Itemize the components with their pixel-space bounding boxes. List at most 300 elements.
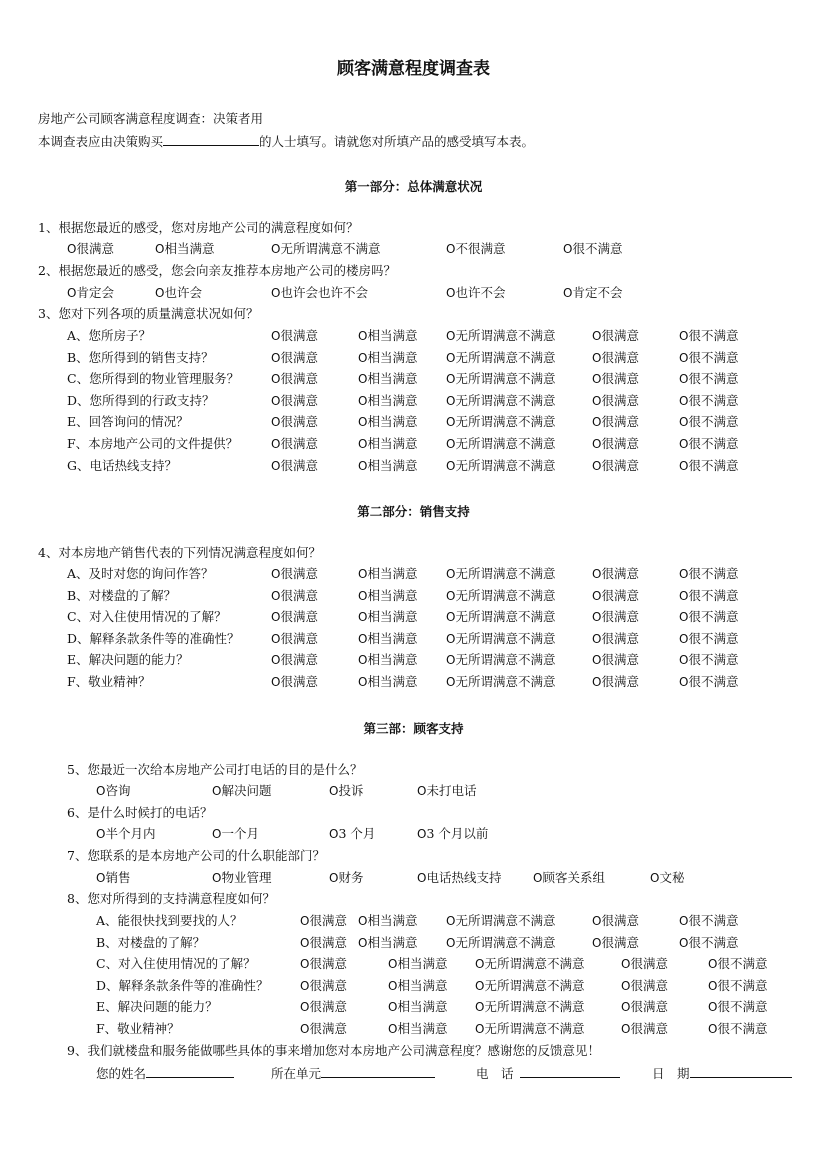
radio-circle-icon: O [446, 675, 456, 689]
radio-circle-icon: O [592, 393, 602, 408]
option-radio[interactable] [358, 350, 417, 366]
phone-input[interactable] [520, 1065, 620, 1078]
radio-circle-icon: O [533, 871, 543, 885]
item-label: D、解释条款条件等的准确性？ [96, 977, 269, 993]
option-label: 无所谓满意不满意 [455, 674, 556, 689]
radio-circle-icon: O [300, 1022, 310, 1036]
option-radio[interactable] [592, 414, 639, 430]
option-label: 无所谓满意不满意 [455, 566, 556, 581]
option-radio[interactable] [300, 999, 347, 1015]
radio-circle-icon: O [592, 372, 602, 387]
option-radio[interactable] [679, 414, 738, 430]
radio-circle-icon: O [446, 393, 456, 408]
option-label: 很满意 [601, 652, 639, 668]
radio-circle-icon: O [446, 286, 456, 300]
option-label: 无所谓满意不满意 [455, 652, 556, 668]
option-radio[interactable] [417, 826, 488, 842]
option-label: 解决问题 [221, 783, 272, 798]
option-radio[interactable] [475, 978, 584, 994]
option-radio[interactable] [446, 285, 505, 301]
option-radio[interactable] [417, 870, 501, 886]
radio-circle-icon: O [679, 675, 689, 689]
option-label: 很满意 [601, 609, 639, 625]
unit-input[interactable] [321, 1065, 435, 1078]
radio-circle-icon: O [592, 588, 602, 603]
option-label: 相当满意 [367, 934, 418, 950]
radio-circle-icon: O [67, 242, 77, 256]
option-radio[interactable] [271, 393, 318, 409]
radio-circle-icon: O [592, 675, 602, 689]
radio-circle-icon: O [679, 329, 689, 343]
option-radio[interactable] [475, 956, 584, 972]
option-radio[interactable] [679, 393, 738, 409]
option-radio[interactable] [679, 350, 738, 366]
radio-circle-icon: O [271, 350, 281, 365]
option-radio[interactable] [300, 935, 347, 951]
radio-circle-icon: O [300, 935, 310, 950]
option-radio[interactable] [358, 328, 417, 344]
option-radio[interactable] [358, 588, 417, 604]
option-radio[interactable] [300, 913, 347, 929]
option-label: 很不满意 [688, 566, 739, 581]
item-label: B、对楼盘的了解？ [96, 934, 206, 950]
option-radio[interactable] [358, 458, 417, 474]
option-label: 很满意 [280, 349, 318, 365]
option-radio[interactable] [679, 935, 738, 951]
option-label: 无所谓满意不满意 [455, 371, 556, 387]
radio-circle-icon: O [271, 675, 281, 689]
radio-circle-icon: O [592, 914, 602, 928]
option-radio[interactable] [446, 631, 555, 647]
q4-text: 4、对本房地产销售代表的下列情况满意程度如何？ [38, 545, 321, 560]
radio-circle-icon: O [358, 631, 368, 646]
option-radio[interactable] [446, 371, 555, 387]
date-field [652, 1065, 792, 1082]
item-label: F、敬业精神？ [67, 674, 151, 689]
radio-circle-icon: O [679, 653, 689, 668]
radio-circle-icon: O [679, 935, 689, 950]
option-radio[interactable] [592, 371, 639, 387]
radio-circle-icon: O [679, 393, 689, 408]
option-radio[interactable] [358, 609, 417, 625]
q2-text: 2、根据您最近的感受，您会向亲友推荐本房地产公司的楼房吗？ [38, 263, 396, 278]
section-1-heading: 第一部分：总体满意状况 [344, 179, 483, 194]
option-radio[interactable] [592, 652, 639, 668]
radio-circle-icon: O [271, 653, 281, 668]
option-radio[interactable] [592, 913, 639, 929]
option-radio[interactable] [271, 436, 318, 452]
option-radio[interactable] [358, 393, 417, 409]
radio-circle-icon: O [300, 957, 310, 972]
option-label: 很满意 [309, 1021, 347, 1036]
option-radio[interactable] [621, 1021, 668, 1037]
radio-circle-icon: O [271, 458, 281, 473]
option-label: 无所谓满意不满意 [455, 457, 556, 473]
option-label: 无所谓满意不满意 [484, 956, 585, 972]
name-label: 您的姓名 [96, 1066, 147, 1081]
option-radio[interactable] [300, 956, 347, 972]
option-radio[interactable] [446, 458, 555, 474]
option-radio[interactable] [388, 999, 447, 1015]
radio-circle-icon: O [679, 350, 689, 365]
option-radio[interactable] [358, 371, 417, 387]
section-2-heading: 第二部分：销售支持 [357, 504, 470, 519]
radio-circle-icon: O [212, 871, 222, 885]
item-label: E、解决问题的能力？ [67, 652, 189, 668]
radio-circle-icon: O [621, 957, 631, 972]
option-radio[interactable] [446, 674, 555, 690]
option-radio[interactable] [271, 350, 318, 366]
option-radio[interactable] [358, 935, 417, 951]
option-label: 相当满意 [367, 371, 418, 387]
radio-circle-icon: O [592, 458, 602, 473]
radio-circle-icon: O [212, 827, 222, 841]
option-label: 相当满意 [397, 1021, 448, 1036]
radio-circle-icon: O [592, 415, 602, 430]
radio-circle-icon: O [592, 567, 602, 581]
option-radio[interactable] [446, 935, 555, 951]
option-radio[interactable] [592, 631, 639, 647]
option-radio[interactable] [592, 393, 639, 409]
radio-circle-icon: O [358, 675, 368, 689]
option-label: 顾客关系组 [542, 870, 605, 885]
option-label: 很满意 [630, 977, 668, 993]
option-radio[interactable] [708, 1021, 767, 1037]
radio-circle-icon: O [446, 914, 456, 928]
option-label: 很满意 [601, 392, 639, 408]
option-label: 很满意 [309, 956, 347, 972]
option-radio[interactable] [708, 978, 767, 994]
option-label: 相当满意 [367, 414, 418, 430]
option-radio[interactable] [446, 652, 555, 668]
option-radio[interactable] [679, 609, 738, 625]
item-label: E、回答询问的情况？ [67, 414, 189, 430]
option-radio[interactable] [212, 783, 271, 799]
option-radio[interactable] [358, 631, 417, 647]
option-radio[interactable] [621, 956, 668, 972]
option-radio[interactable] [708, 999, 767, 1015]
option-radio[interactable] [621, 999, 668, 1015]
option-radio[interactable] [271, 631, 318, 647]
option-radio[interactable] [388, 1021, 447, 1037]
radio-circle-icon: O [708, 1022, 718, 1036]
radio-circle-icon: O [300, 1000, 310, 1015]
option-label: 很满意 [280, 609, 318, 625]
radio-circle-icon: O [563, 242, 573, 256]
option-radio[interactable] [650, 870, 684, 886]
radio-circle-icon: O [650, 871, 660, 885]
item-label: B、您所得到的销售支持？ [67, 349, 214, 365]
option-radio[interactable] [358, 436, 417, 452]
unit-field [271, 1065, 435, 1082]
option-label: 很不满意 [688, 630, 739, 646]
option-radio[interactable] [446, 350, 555, 366]
option-radio[interactable] [446, 328, 555, 344]
option-radio[interactable] [329, 826, 375, 842]
radio-circle-icon: O [592, 437, 602, 451]
radio-circle-icon: O [679, 567, 689, 581]
option-label: 肯定不会 [572, 285, 623, 300]
option-radio[interactable] [300, 1021, 347, 1037]
option-label: 很不满意 [688, 457, 739, 473]
q7-text: 7、您联系的是本房地产公司的什么职能部门？ [67, 848, 325, 863]
option-label: 相当满意 [367, 436, 418, 451]
buyer-blank[interactable] [163, 133, 259, 146]
option-radio[interactable] [679, 652, 738, 668]
option-label: 很满意 [76, 241, 114, 256]
unit-label: 所在单元 [271, 1066, 322, 1081]
radio-circle-icon: O [621, 1000, 631, 1015]
option-label: 无所谓满意不满意 [455, 436, 556, 451]
option-label: 相当满意 [367, 392, 418, 408]
option-radio[interactable] [388, 956, 447, 972]
radio-circle-icon: O [388, 1000, 398, 1015]
option-radio[interactable] [358, 414, 417, 430]
option-radio[interactable] [358, 674, 417, 690]
option-radio[interactable] [67, 241, 114, 257]
option-label: 3 个月以前 [426, 826, 489, 841]
option-label: 很满意 [280, 392, 318, 408]
option-radio[interactable] [271, 285, 368, 301]
option-radio[interactable] [271, 241, 380, 257]
radio-circle-icon: O [358, 329, 368, 343]
option-radio[interactable] [446, 913, 555, 929]
option-radio[interactable] [155, 285, 202, 301]
option-radio[interactable] [96, 783, 130, 799]
date-input[interactable] [690, 1065, 792, 1078]
section-3-heading: 第三部：顾客支持 [363, 721, 464, 736]
option-label: 很满意 [601, 328, 639, 343]
option-radio[interactable] [592, 566, 639, 582]
radio-circle-icon: O [358, 393, 368, 408]
option-radio[interactable] [446, 609, 555, 625]
option-label: 很满意 [601, 371, 639, 387]
option-label: 很满意 [280, 630, 318, 646]
option-label: 财务 [338, 870, 364, 885]
option-label: 很不满意 [717, 977, 768, 993]
radio-circle-icon: O [67, 286, 77, 300]
option-label: 很不满意 [688, 349, 739, 365]
option-label: 投诉 [338, 783, 364, 798]
option-radio[interactable] [563, 241, 622, 257]
radio-circle-icon: O [592, 653, 602, 668]
option-label: 很满意 [601, 436, 639, 451]
radio-circle-icon: O [679, 372, 689, 387]
option-radio[interactable] [358, 913, 417, 929]
option-radio[interactable] [592, 674, 639, 690]
option-radio[interactable] [271, 458, 318, 474]
option-radio[interactable] [271, 414, 318, 430]
radio-circle-icon: O [592, 631, 602, 646]
option-radio[interactable] [271, 588, 318, 604]
radio-circle-icon: O [475, 957, 485, 972]
option-radio[interactable] [679, 631, 738, 647]
option-label: 相当满意 [367, 457, 418, 473]
radio-circle-icon: O [679, 458, 689, 473]
option-radio[interactable] [446, 393, 555, 409]
name-input[interactable] [146, 1065, 234, 1078]
option-label: 无所谓满意不满意 [455, 934, 556, 950]
option-radio[interactable] [446, 436, 555, 452]
option-radio[interactable] [271, 371, 318, 387]
radio-circle-icon: O [358, 458, 368, 473]
option-label: 未打电话 [426, 783, 477, 798]
radio-circle-icon: O [388, 978, 398, 993]
item-label: F、敬业精神？ [96, 1021, 180, 1036]
option-radio[interactable] [96, 870, 130, 886]
q8-text: 8、您对所得到的支持满意程度如何？ [67, 891, 275, 906]
option-radio[interactable] [592, 350, 639, 366]
option-radio[interactable] [446, 588, 555, 604]
item-label: F、本房地产公司的文件提供？ [67, 436, 239, 451]
radio-circle-icon: O [446, 372, 456, 387]
option-label: 肯定会 [76, 285, 114, 300]
option-radio[interactable] [679, 328, 738, 344]
option-label: 很满意 [280, 566, 318, 581]
option-radio[interactable] [329, 870, 363, 886]
option-radio[interactable] [271, 328, 318, 344]
option-radio[interactable] [592, 609, 639, 625]
option-label: 无所谓满意不满意 [455, 913, 556, 928]
option-label: 无所谓满意不满意 [484, 999, 585, 1015]
option-label: 很满意 [630, 956, 668, 972]
option-radio[interactable] [621, 978, 668, 994]
radio-circle-icon: O [271, 437, 281, 451]
q5-text: 5、您最近一次给本房地产公司打电话的目的是什么？ [67, 762, 363, 777]
option-label: 很不满意 [688, 652, 739, 668]
q9-text: 9、我们就楼盘和服务能做哪些具体的事来增加您对本房地产公司满意程度？感谢您的反馈意见！ [67, 1043, 600, 1058]
radio-circle-icon: O [446, 415, 456, 430]
option-radio[interactable] [300, 978, 347, 994]
option-radio[interactable] [563, 285, 622, 301]
intro-line-1: 房地产公司顾客满意程度调查：决策者用 [38, 111, 264, 126]
option-radio[interactable] [679, 674, 738, 690]
option-label: 很不满意 [688, 414, 739, 430]
radio-circle-icon: O [475, 1022, 485, 1036]
option-radio[interactable] [271, 566, 318, 582]
radio-circle-icon: O [271, 286, 281, 300]
option-label: 很满意 [309, 934, 347, 950]
option-label: 相当满意 [397, 999, 448, 1015]
radio-circle-icon: O [446, 588, 456, 603]
option-radio[interactable] [679, 566, 738, 582]
option-radio[interactable] [96, 826, 155, 842]
option-radio[interactable] [475, 999, 584, 1015]
option-label: 电话热线支持 [426, 870, 502, 885]
option-label: 很不满意 [717, 999, 768, 1015]
radio-circle-icon: O [155, 286, 165, 300]
item-label: A、及时对您的询问作答？ [67, 566, 214, 581]
option-radio[interactable] [358, 652, 417, 668]
radio-circle-icon: O [446, 242, 456, 256]
option-label: 很不满意 [688, 392, 739, 408]
option-radio[interactable] [592, 588, 639, 604]
q1-text: 1、根据您最近的感受，您对房地产公司的满意程度如何？ [38, 220, 359, 235]
option-radio[interactable] [533, 870, 605, 886]
option-radio[interactable] [212, 870, 271, 886]
radio-circle-icon: O [475, 1000, 485, 1015]
item-label: C、对入住使用情况的了解？ [96, 956, 256, 972]
option-label: 相当满意 [367, 566, 418, 581]
option-radio[interactable] [679, 913, 738, 929]
option-label: 相当满意 [367, 630, 418, 646]
intro-line-2-end: 的人士填写。请就您对所填产品的感受填写本表。 [259, 134, 535, 149]
radio-circle-icon: O [621, 978, 631, 993]
option-radio[interactable] [475, 1021, 584, 1037]
item-label: C、您所得到的物业管理服务？ [67, 371, 240, 387]
radio-circle-icon: O [388, 957, 398, 972]
option-radio[interactable] [592, 935, 639, 951]
option-label: 很满意 [280, 652, 318, 668]
option-radio[interactable] [155, 241, 214, 257]
option-radio[interactable] [446, 414, 555, 430]
option-label: 咨询 [105, 783, 131, 798]
item-label: D、解释条款条件等的准确性？ [67, 630, 240, 646]
page-title: 顾客满意程度调查表 [337, 59, 490, 79]
option-label: 无所谓满意不满意 [455, 349, 556, 365]
radio-circle-icon: O [271, 415, 281, 430]
item-label: E、解决问题的能力？ [96, 999, 218, 1015]
radio-circle-icon: O [358, 437, 368, 451]
option-radio[interactable] [417, 783, 476, 799]
radio-circle-icon: O [446, 350, 456, 365]
option-radio[interactable] [446, 566, 555, 582]
option-radio[interactable] [679, 458, 738, 474]
option-label: 无所谓满意不满意 [484, 1021, 585, 1036]
radio-circle-icon: O [300, 914, 310, 928]
radio-circle-icon: O [446, 329, 456, 343]
radio-circle-icon: O [679, 610, 689, 625]
option-radio[interactable] [358, 566, 417, 582]
option-label: 很满意 [280, 414, 318, 430]
option-radio[interactable] [708, 956, 767, 972]
radio-circle-icon: O [417, 827, 427, 841]
option-label: 相当满意 [367, 328, 418, 343]
option-radio[interactable] [679, 588, 738, 604]
option-label: 也许会 [164, 285, 202, 300]
option-radio[interactable] [446, 241, 505, 257]
radio-circle-icon: O [679, 415, 689, 430]
option-radio[interactable] [679, 436, 738, 452]
option-radio[interactable] [329, 783, 363, 799]
option-radio[interactable] [592, 328, 639, 344]
option-label: 半个月内 [105, 826, 156, 841]
option-label: 很不满意 [688, 371, 739, 387]
option-radio[interactable] [271, 609, 318, 625]
option-label: 无所谓满意不满意 [455, 609, 556, 625]
radio-circle-icon: O [358, 588, 368, 603]
option-label: 不很满意 [455, 241, 506, 256]
option-radio[interactable] [212, 826, 259, 842]
option-radio[interactable] [271, 652, 318, 668]
option-radio[interactable] [592, 458, 639, 474]
radio-circle-icon: O [358, 372, 368, 387]
option-label: 销售 [105, 870, 131, 885]
option-label: 很满意 [630, 1021, 668, 1036]
option-radio[interactable] [67, 285, 114, 301]
radio-circle-icon: O [271, 588, 281, 603]
option-radio[interactable] [679, 371, 738, 387]
option-label: 很满意 [309, 913, 347, 928]
option-radio[interactable] [388, 978, 447, 994]
radio-circle-icon: O [621, 1022, 631, 1036]
option-radio[interactable] [271, 674, 318, 690]
name-field [96, 1065, 234, 1082]
option-label: 相当满意 [164, 241, 215, 256]
option-radio[interactable] [592, 436, 639, 452]
option-label: 文秘 [659, 870, 685, 885]
option-label: 很满意 [601, 934, 639, 950]
